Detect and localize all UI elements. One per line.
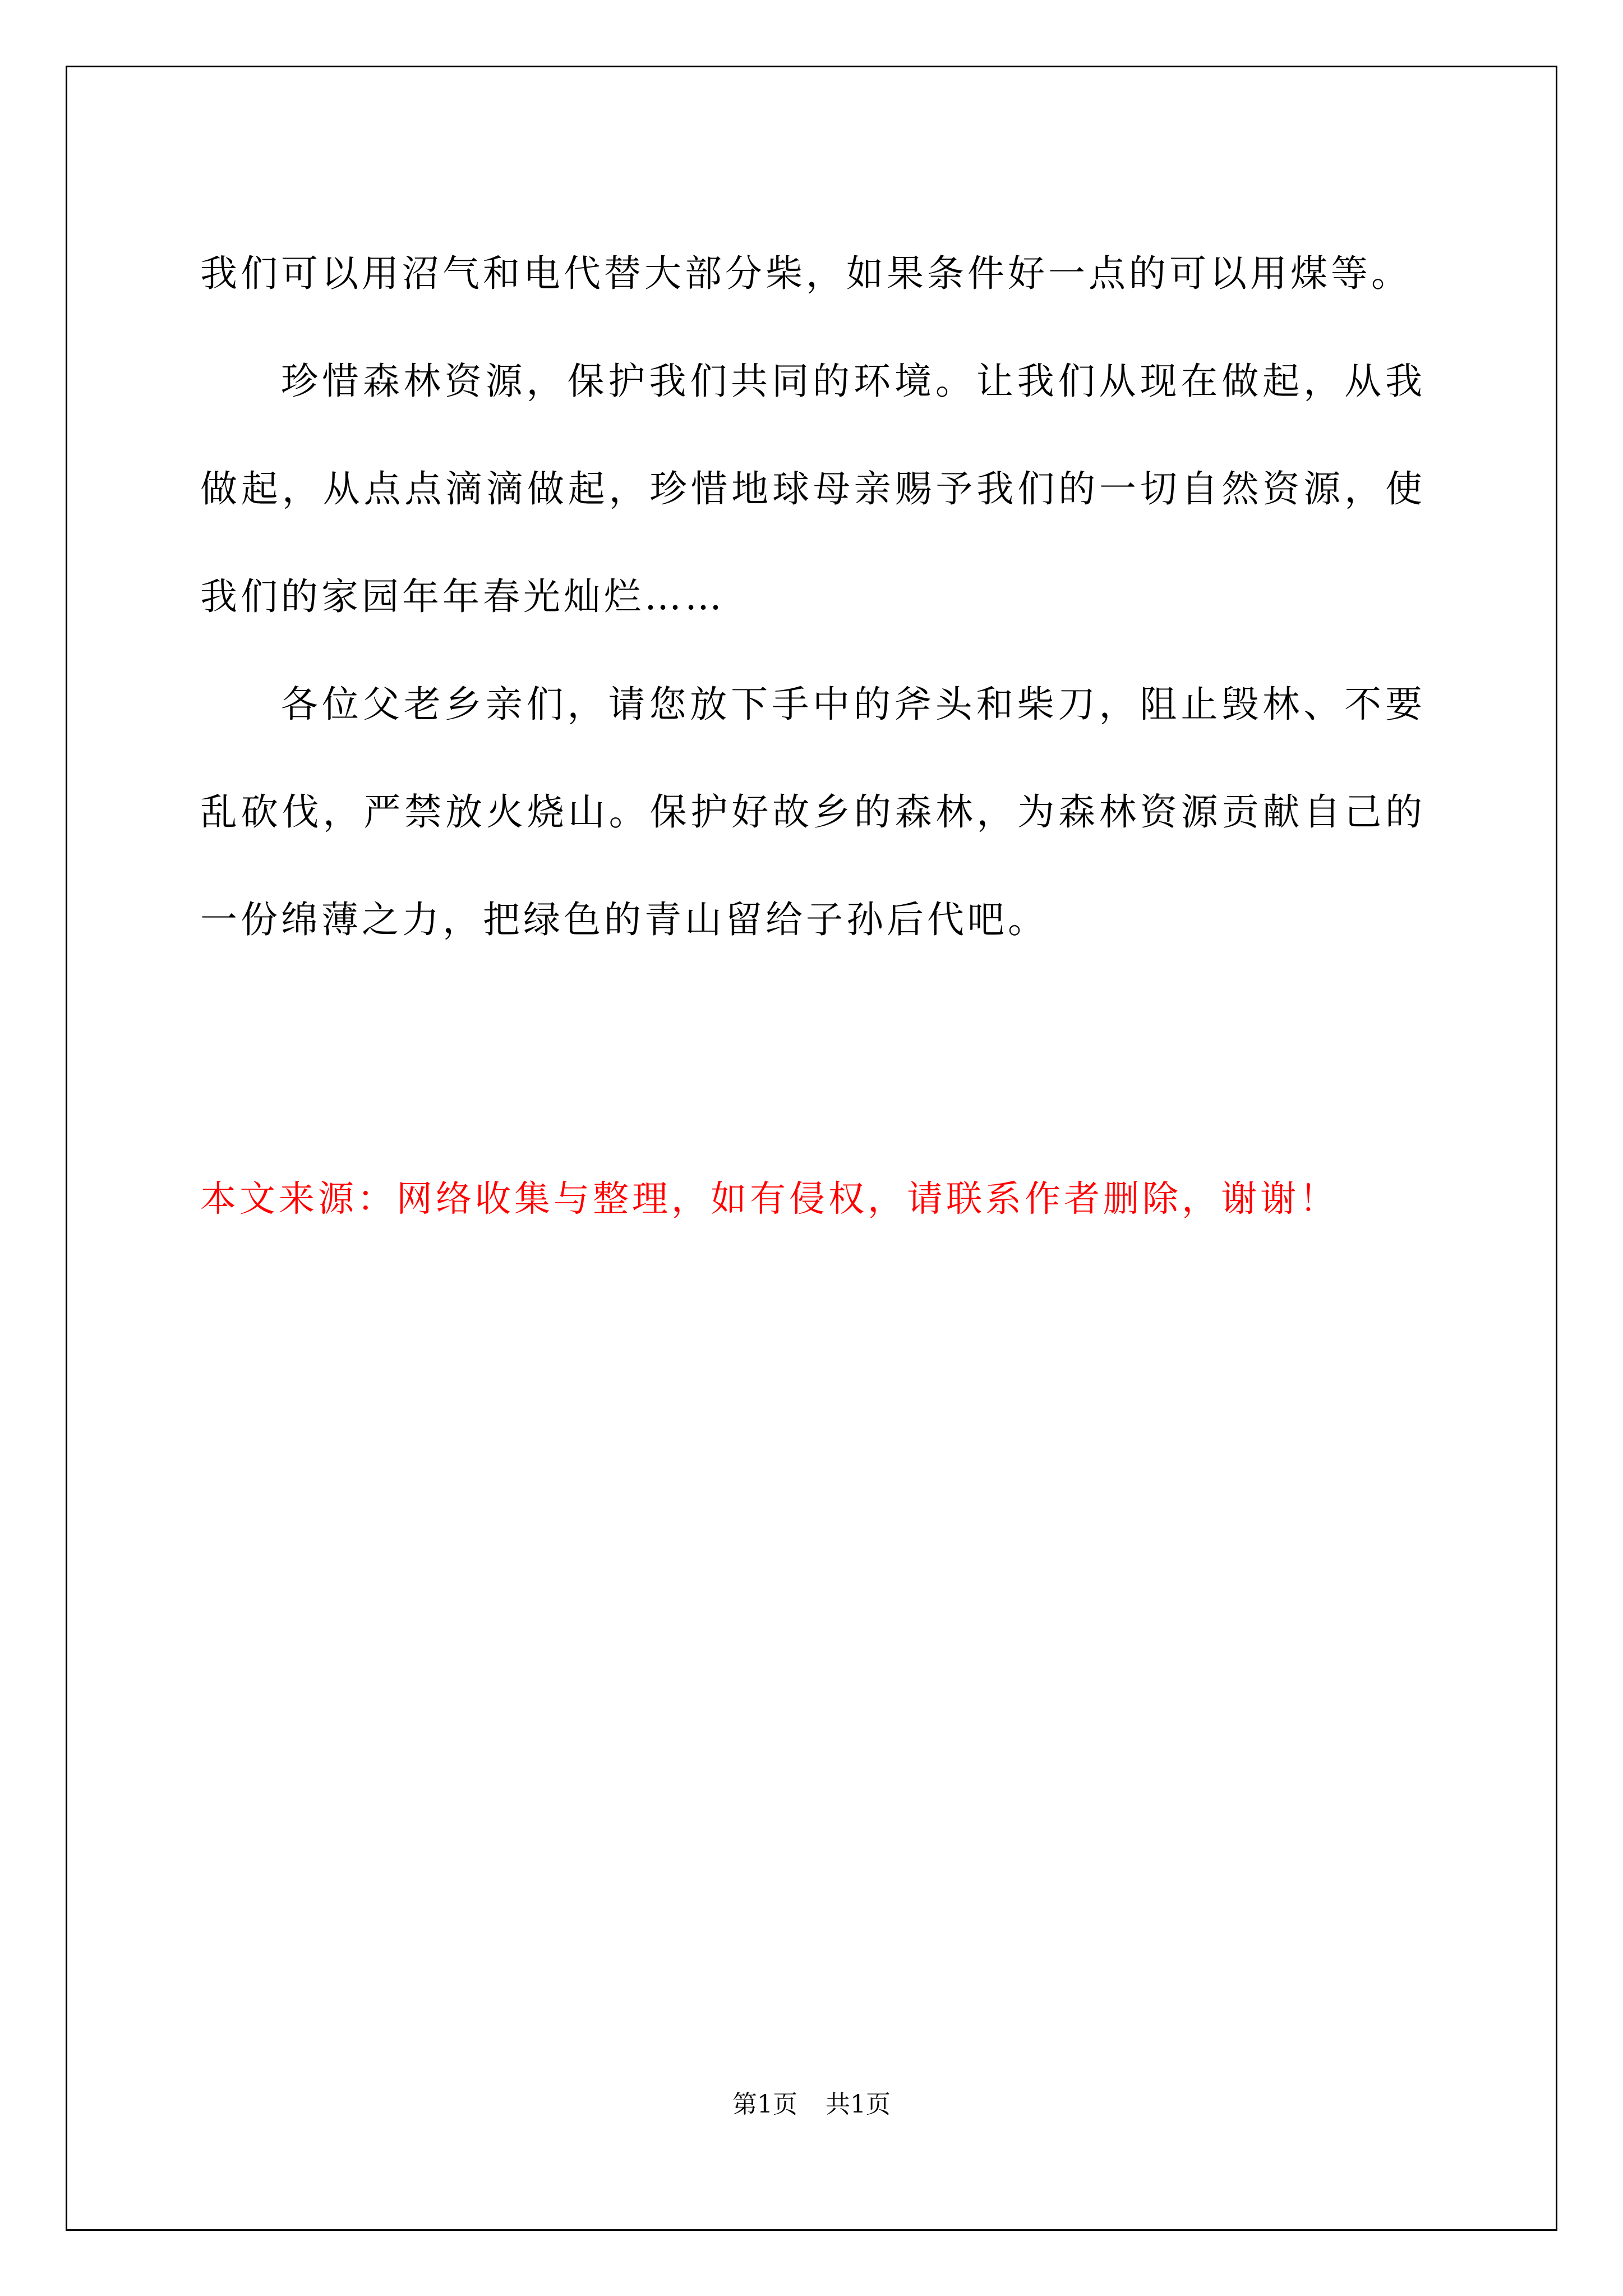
page-number: 第1页 <box>732 2090 797 2119</box>
document-body <box>200 220 1426 974</box>
paragraph-2: 珍惜森林资源，保护我们共同的环境。让我们从现在做起，从我做起，从点点滴滴做起，珍惜地球母亲赐予我们的一切自然资源，使我们的家园年年春光灿烂…… <box>200 360 1426 618</box>
source-disclaimer: 本文来源：网络收集与整理，如有侵权，请联系作者删除，谢谢！ <box>200 1179 1339 1220</box>
paragraph-1: 我们可以用沼气和电代替大部分柴，如果条件好一点的可以用煤等。 <box>200 252 1412 295</box>
page-total: 共1页 <box>826 2090 891 2119</box>
page-footer <box>0 2088 1623 2122</box>
paragraph-3: 各位父老乡亲们，请您放下手中的斧头和柴刀，阻止毁林、不要乱砍伐，严禁放火烧山。保护好故乡的森林，为森林资源贡献自己的一份绵薄之力，把绿色的青山留给子孙后代吧。 <box>200 683 1426 941</box>
